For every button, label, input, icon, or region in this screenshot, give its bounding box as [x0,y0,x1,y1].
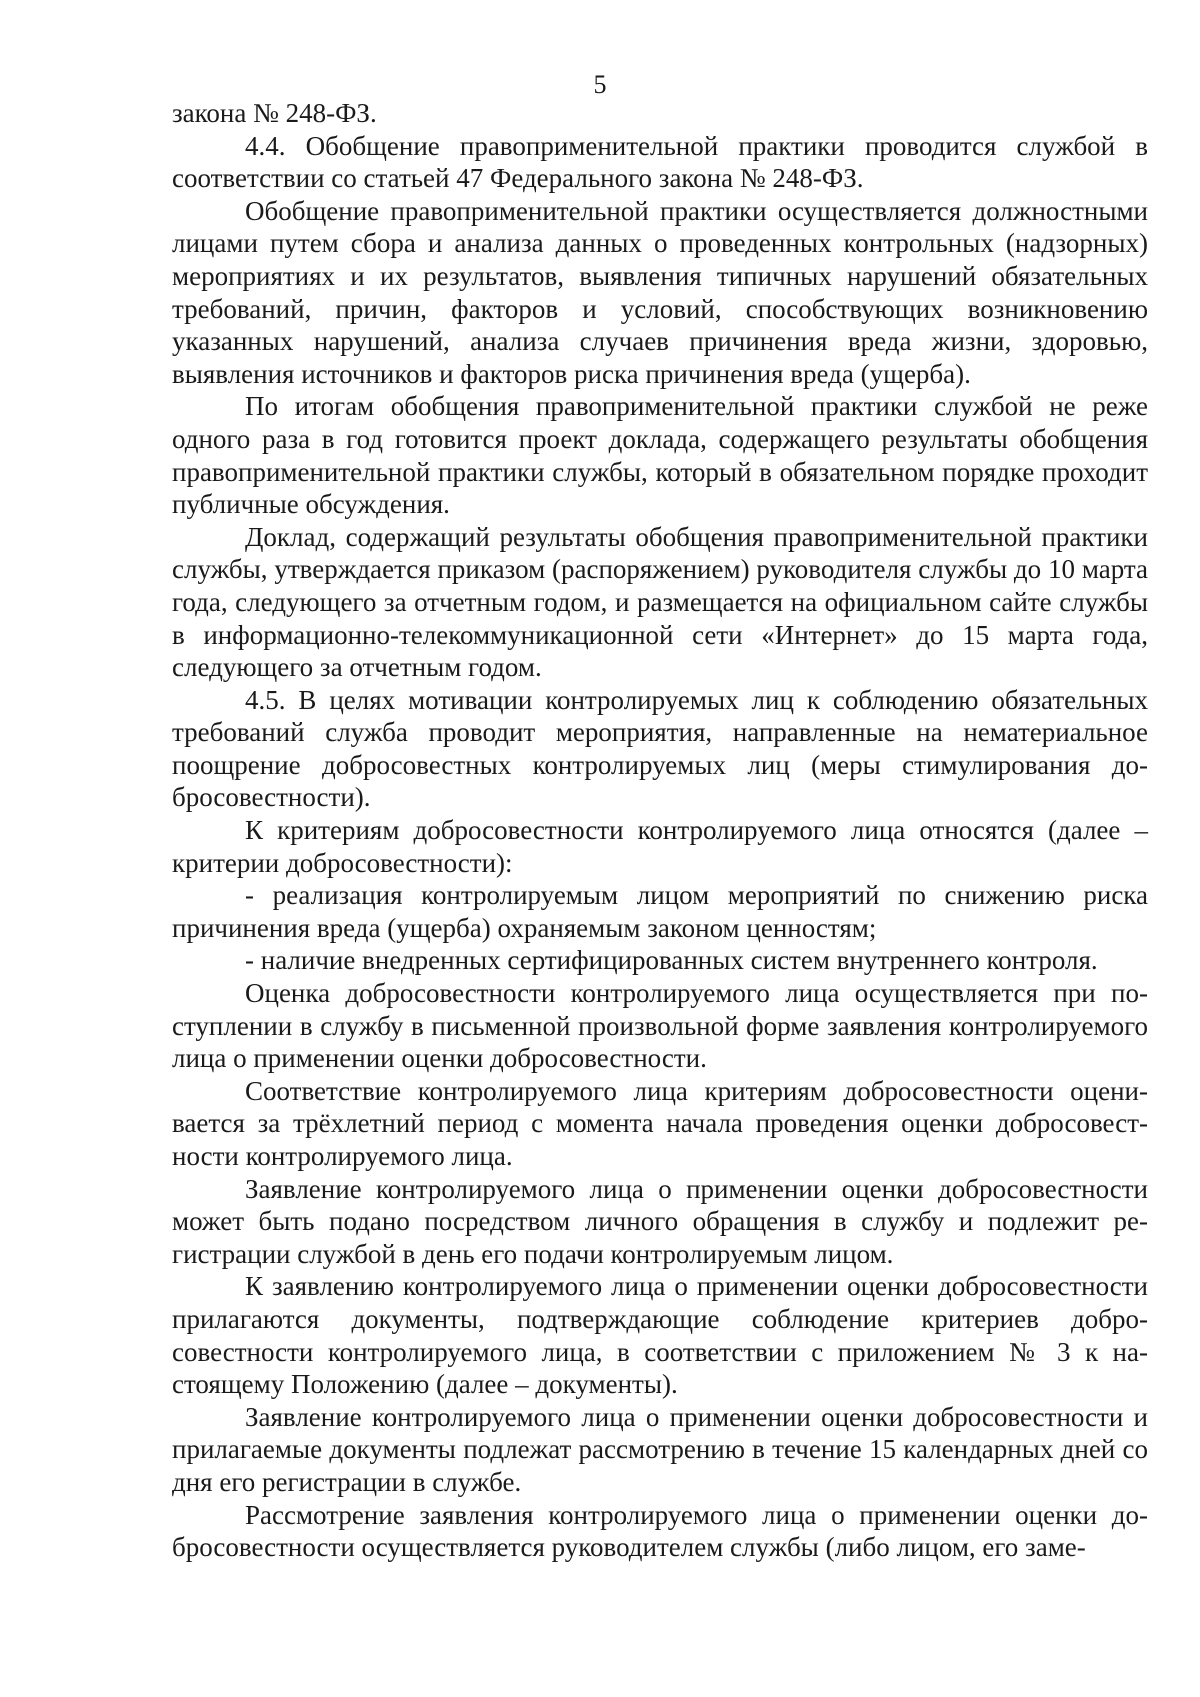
paragraph-4-5: 4.5. В целях мотивации контролируемых лиц к соблюдению обязательных требований служба проводит мероприятия, направленные на нематериальное поощрение добросовестных контролируемых лиц (меры стимулирования добросовестности). [172,684,1148,813]
list-item-criterion-1: - реализация контролируемым лицом мероприятий по снижению риска причинения вреда (ущерба) охраняемым законом ценностям; [172,880,1148,943]
list-item-criterion-2: - наличие внедренных сертифицированных систем внутреннего контроля. [245,945,1098,976]
paragraph-attached-documents: К заявлению контролируемого лица о применении оценки добросовестности прилагаются документы, подтверждающие соблюдение критериев добросовестности контролируемого лица, в соответствии с приложением № 3 к настоящему Положению (далее – документы). [172,1271,1148,1400]
paragraph-4-4: 4.4. Обобщение правоприменительной практики проводится службой в соответствии со статьей 47 Федерального закона № 248-ФЗ. [172,130,1148,194]
paragraph-report-draft: По итогам обобщения правоприменительной практики службой не реже одного раза в год готовится проект доклада, содержащего результаты обобщения правоприменительной практики службы, который в обязательном порядке проходит публичные обсуждения. [172,391,1148,520]
paragraph-law-reference: закона № 248-ФЗ. [172,98,377,128]
page-number: 5 [593,70,607,99]
paragraph-application-submission: Заявление контролируемого лица о применении оценки добросовестности может быть подано посредством личного обращения в службу и подлежит регистрации службой в день его подачи контролируемым лицом. [172,1173,1148,1269]
paragraph-report-approval: Доклад, содержащий результаты обобщения правоприменительной практики службы, утверждается приказом (распоряжением) руководителя службы до 10 марта года, следующего за отчетным годом, и размещается на официальном сайте службы в информационно-телекоммуникационной сети «Интернет» до 15 марта года, следующего за отчетным годом. [172,521,1148,683]
paragraph-generalization-method: Обобщение правоприменительной практики осуществляется должностными лицами путем сбора и анализа данных о проведенных контрольных (надзорных) мероприятиях и их результатов, выявления типичных нарушений обязательных требований, причин, факторов и условий, способствующих возникновению указанных нарушений, анализа случаев причинения вреда жизни, здоровью, выявления источников и факторов риска причинения вреда (ущерба). [172,195,1148,389]
paragraph-review-period: Заявление контролируемого лица о применении оценки добросовестности и прилагаемые документы подлежат рассмотрению в течение 15 календарных дней со дня его регистрации в службе. [172,1401,1148,1497]
paragraph-review-authority: Рассмотрение заявления контролируемого лица о применении оценки добросовестности осуществляется руководителем службы (либо лицом, его заме- [172,1499,1148,1563]
paragraph-assessment: Оценка добросовестности контролируемого лица осуществляется при поступлении в службу в письменной произвольной форме заявления контролируемого лица о применении оценки добросовестности. [172,978,1148,1074]
paragraph-compliance-period: Соответствие контролируемого лица критериям добросовестности оценивается за трёхлетний период с момента начала проведения оценки добросовестности контролируемого лица. [172,1075,1148,1171]
document-body [172,97,1148,1564]
paragraph-criteria-intro: К критериям добросовестности контролируемого лица относятся (далее – критерии добросовестности): [172,815,1148,878]
